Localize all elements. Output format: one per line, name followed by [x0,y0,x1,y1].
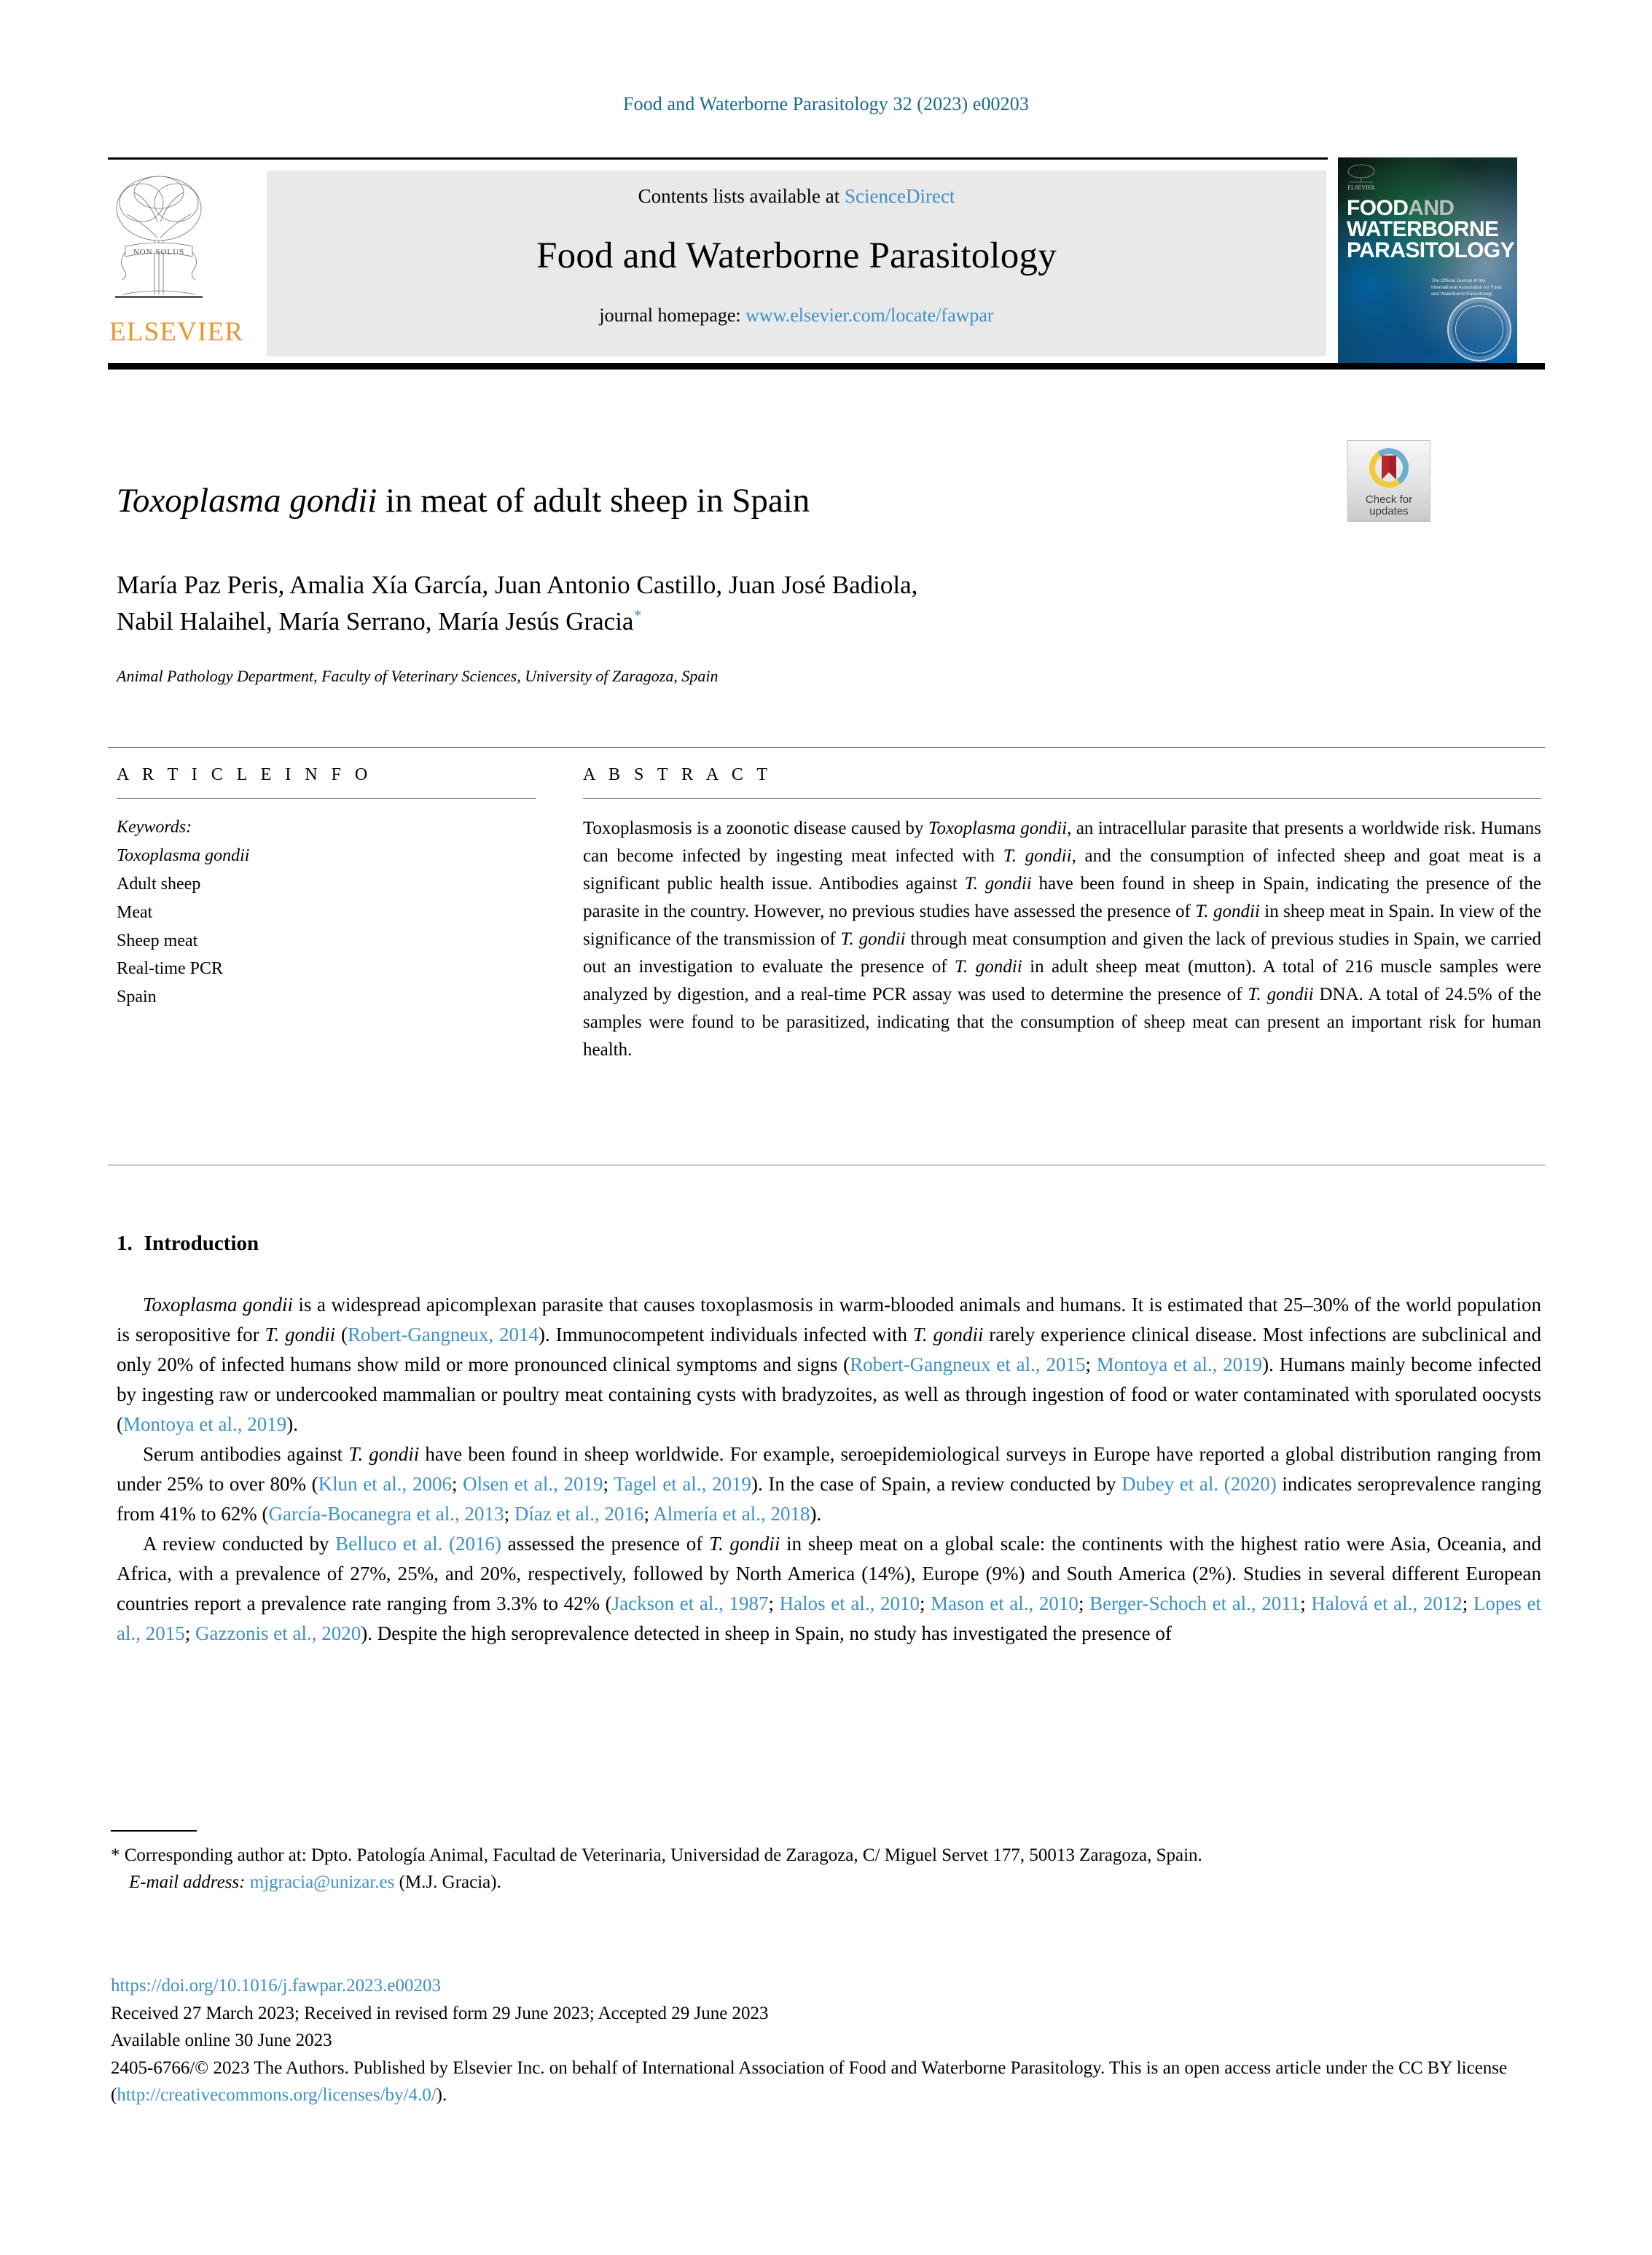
title-species-italic: Toxoplasma gondii [117,482,377,520]
masthead-top-rule [108,157,1328,160]
text-seg: have been found in sheep worldwide. For example, seroepidemiological surveys in Europe have reported a global distribution ranging from under 25% to over 80% ( [117,1443,1542,1496]
authors-line-1: María Paz Peris, Amalia Xía García, Juan Antonio Castillo, Juan José Badiola, [117,571,918,599]
citation-link[interactable]: Olsen et al., 2019 [463,1473,603,1496]
sciencedirect-link[interactable]: ScienceDirect [845,185,955,207]
text-seg: rarely experience clinical disease. Most infections are subclinical and only 20% of infected humans show mild or more pronounced clinical symptoms and signs ( [117,1324,1541,1376]
paragraph [117,1290,1541,1439]
text-seg: is a widespread apicomplexan parasite that causes toxoplasmosis in warm-blooded animals and humans. It is estimated that 25–30% of the world population is seropositive for [117,1294,1541,1346]
crossmark-icon [1368,447,1410,489]
cover-title-line1: FOOD [1347,196,1409,220]
crossmark-label-line2: updates [1369,504,1409,517]
citation-link[interactable]: Klun et al., 2006 [318,1473,452,1496]
text-seg: ( [335,1324,348,1346]
citation-link[interactable]: Díaz et al., 2016 [514,1503,644,1525]
abstract-italic: Toxoplasma gondii [928,818,1068,838]
keywords-label: Keywords: [117,818,192,837]
article-info-heading: A R T I C L E I N F O [117,765,372,784]
abstract-underline [583,798,1541,799]
homepage-prefix: journal homepage: [599,305,746,326]
copyright-tail: ). [436,2085,447,2105]
footnote-text: Corresponding author at: Dpto. Patología Animal, Facultad de Veterinaria, Universidad de Zaragoza, C/ Miguel Servet 177, 50013 Zaragoza, Spain. [120,1845,1202,1865]
species-italic: T. gondii [348,1443,420,1466]
keyword-item: Spain [117,988,157,1007]
abstract-text [583,815,1541,1064]
journal-band [267,171,1326,356]
paragraph [117,1439,1541,1529]
section-title: Introduction [144,1232,259,1255]
keyword-item: Real-time PCR [117,959,223,979]
cover-title-and: AND [1408,196,1455,220]
publication-footer [111,1972,1543,2109]
abstract-seg: in adult sheep meat (mutton). A total of 216 muscle samples were analyzed by digestion, and a real-time PCR assay was used to determine the presence of [583,957,1541,1004]
text-seg: ; [919,1592,931,1615]
cover-subtitle: The Official Journal of the International Association for Food and Waterborne Parasitology [1431,278,1502,297]
section-heading-introduction [117,1232,259,1256]
title-remainder: in meat of adult sheep in Spain [377,482,810,520]
abstract-italic: T. gondii [840,929,906,949]
elsevier-logo [109,171,244,360]
authors-line-2: Nabil Halaihel, María Serrano, María Jesús Gracia [117,606,634,636]
text-seg: ; [603,1473,614,1496]
citation-link[interactable]: Jackson et al., 1987 [611,1592,769,1615]
text-seg: A review conducted by [143,1533,336,1555]
citation-link[interactable]: Halos et al., 2010 [779,1592,920,1615]
elsevier-tree-icon [112,171,205,313]
journal-title: Food and Waterborne Parasitology [536,235,1057,276]
article-info-column [117,765,554,1012]
keyword-item: Toxoplasma gondii [117,845,250,865]
citation-link[interactable]: Almería et al., 2018 [653,1503,810,1525]
keywords-list [117,813,554,1012]
keyword-item: Meat [117,902,153,922]
abstract-seg: , and the consumption of infected sheep and goat meat is a significant public health issue. Antibodies against [583,846,1541,894]
text-seg: ; [1078,1592,1090,1615]
abstract-italic: T. gondii [955,957,1022,977]
citation-link[interactable]: Belluco et al. (2016) [335,1533,502,1555]
section-number: 1. [117,1232,133,1255]
journal-cover-image [1338,157,1517,365]
citation-link[interactable]: Montoya et al., 2019 [123,1413,287,1436]
license-link[interactable]: http://creativecommons.org/licenses/by/4.0/ [117,2085,437,2105]
received-dates: Received 27 March 2023; Received in revised form 29 June 2023; Accepted 29 June 2023 [111,2003,769,2023]
abstract-block-top-rule [108,747,1545,748]
text-seg: ; [504,1503,514,1525]
cover-elsevier-word: ELSEVIER [1347,184,1375,191]
species-italic: T. gondii [708,1533,780,1555]
masthead-bottom-rule [108,363,1545,370]
introduction-body [117,1290,1541,1649]
text-seg: ; [1300,1592,1312,1615]
footnote-separator [111,1830,197,1832]
cover-elsevier-logo [1345,163,1377,191]
corresponding-author-marker[interactable]: * [633,606,642,625]
footnote-marker: * [111,1845,120,1865]
paragraph [117,1529,1541,1649]
text-seg: indicates seroprevalence ranging from 41% to 62% ( [117,1473,1541,1525]
journal-homepage-link[interactable]: www.elsevier.com/locate/fawpar [745,305,994,326]
species-italic: T. gondii [912,1324,984,1346]
cover-title [1347,198,1516,261]
footnote-block [111,1842,1543,1896]
text-seg: assessed the presence of [501,1533,709,1555]
citation-link[interactable]: Mason et al., 2010 [931,1592,1079,1615]
text-seg: ; [768,1592,780,1615]
crossmark-label-line1: Check for [1365,493,1413,506]
doi-link[interactable]: https://doi.org/10.1016/j.fawpar.2023.e00203 [111,1976,441,1996]
copyright-text: 2405-6766/© 2023 The Authors. Published by Elsevier Inc. on behalf of International Association of Food and Waterborne Parasitology. This is an open access article under the CC BY license ( [111,2057,1508,2105]
text-seg: ; [1462,1592,1473,1615]
text-seg: ; [184,1622,196,1645]
author-list [117,567,1370,639]
email-label: E-mail address: [129,1872,246,1892]
abstract-seg: through meat consumption and given the lack of previous studies in Spain, we carried out an investigation to evaluate the presence of [583,929,1541,977]
abstract-seg: have been found in sheep in Spain, indicating the presence of the parasite in the country. However, no previous studies have assessed the presence of [583,874,1541,921]
species-italic: Toxoplasma gondii [143,1294,294,1316]
text-seg: ). Humans mainly become infected by ingesting raw or undercooked mammalian or poultry meat containing cysts with bradyzoites, as well as through ingestion of food or water contaminated with sporulated oocysts ( [117,1353,1541,1436]
email-owner: (M.J. Gracia). [394,1872,501,1892]
cover-title-line3: PARASITOLOGY [1347,238,1515,262]
article-info-underline [117,798,536,799]
citation-link[interactable]: Berger-Schoch et al., 2011 [1089,1592,1301,1615]
contents-prefix: Contents lists available at [638,185,845,207]
text-seg: ; [451,1473,463,1496]
crossmark-label [1348,494,1430,517]
available-online: Available online 30 June 2023 [111,2031,332,2050]
text-seg: ; [1085,1353,1097,1376]
abstract-seg: , an intracellular parasite that presents a worldwide risk. Humans can become infected by ingesting meat infected with [583,818,1541,866]
cover-title-line2: WATERBORNE [1347,216,1499,241]
text-seg: in sheep meat on a global scale: the continents with the highest ratio were Asia, Oceania, and Africa, with a prevalence of 27%, 25%, and 20%, respectively, followed by North America (14%), Europe (9%) and South America (2%). Studies in several different European countries report a prevalence rate ranging from 3.3% to 42% ( [117,1533,1542,1615]
contents-line [267,185,1326,208]
journal-masthead [108,157,1545,369]
citation-link[interactable]: Montoya et al., 2019 [1096,1353,1263,1376]
abstract-seg: Toxoplasmosis is a zoonotic disease caused by [583,818,928,838]
citation-link[interactable]: Robert-Gangneux, 2014 [347,1324,539,1346]
text-seg: ). Despite the high seroprevalence detected in sheep in Spain, no study has investigated the presence of [361,1622,1172,1645]
text-seg: ; [643,1503,654,1525]
abstract-column [583,765,1541,1064]
citation-link[interactable]: Dubey et al. (2020) [1121,1473,1277,1496]
abstract-italic: T. gondii [964,874,1032,894]
keyword-item: Adult sheep [117,874,201,894]
abstract-seg: in sheep meat in Spain. In view of the significance of the transmission of [583,902,1541,949]
email-link[interactable]: mjgracia@unizar.es [249,1872,395,1892]
text-seg: ). [286,1413,298,1436]
running-head: Food and Waterborne Parasitology 32 (2023) e00203 [623,93,1029,114]
abstract-heading: A B S T R A C T [583,765,772,784]
species-italic: T. gondii [265,1324,336,1346]
abstract-seg: DNA. A total of 24.5% of the samples were found to be parasitized, indicating that the consumption of sheep meat can present an important risk for human health. [583,985,1541,1060]
svg-text:NON SOLUS: NON SOLUS [133,248,185,257]
citation-link[interactable]: Lopes et al., 2015 [117,1592,1541,1645]
copyright-line [111,2055,1543,2109]
abstract-italic: T. gondii [1195,902,1260,921]
citation-link[interactable]: Robert-Gangneux et al., 2015 [850,1353,1086,1376]
abstract-italic: T. gondii [1248,985,1314,1004]
citation-link[interactable]: Halová et al., 2012 [1311,1592,1463,1615]
abstract-italic: T. gondii [1003,846,1072,866]
keyword-item: Sheep meat [117,931,198,950]
citation-link[interactable]: Gazzonis et al., 2020 [195,1622,361,1645]
elsevier-wordmark: ELSEVIER [109,317,244,347]
citation-link[interactable]: García-Bocanegra et al., 2013 [268,1503,504,1525]
affiliation: Animal Pathology Department, Faculty of Veterinary Sciences, University of Zaragoza, Spain [117,667,719,685]
page-title [117,481,1283,521]
crossmark-badge[interactable] [1347,440,1430,522]
cover-elsevier-tree-icon [1345,163,1377,185]
text-seg: ). [810,1503,822,1525]
text-seg: ). In the case of Spain, a review conducted by [751,1473,1122,1496]
homepage-line [267,305,1326,327]
citation-link[interactable]: Tagel et al., 2019 [614,1473,752,1496]
text-seg: ). Immunocompetent individuals infected with [539,1324,913,1346]
cover-association-seal [1447,297,1511,361]
text-seg: Serum antibodies against [143,1443,349,1466]
